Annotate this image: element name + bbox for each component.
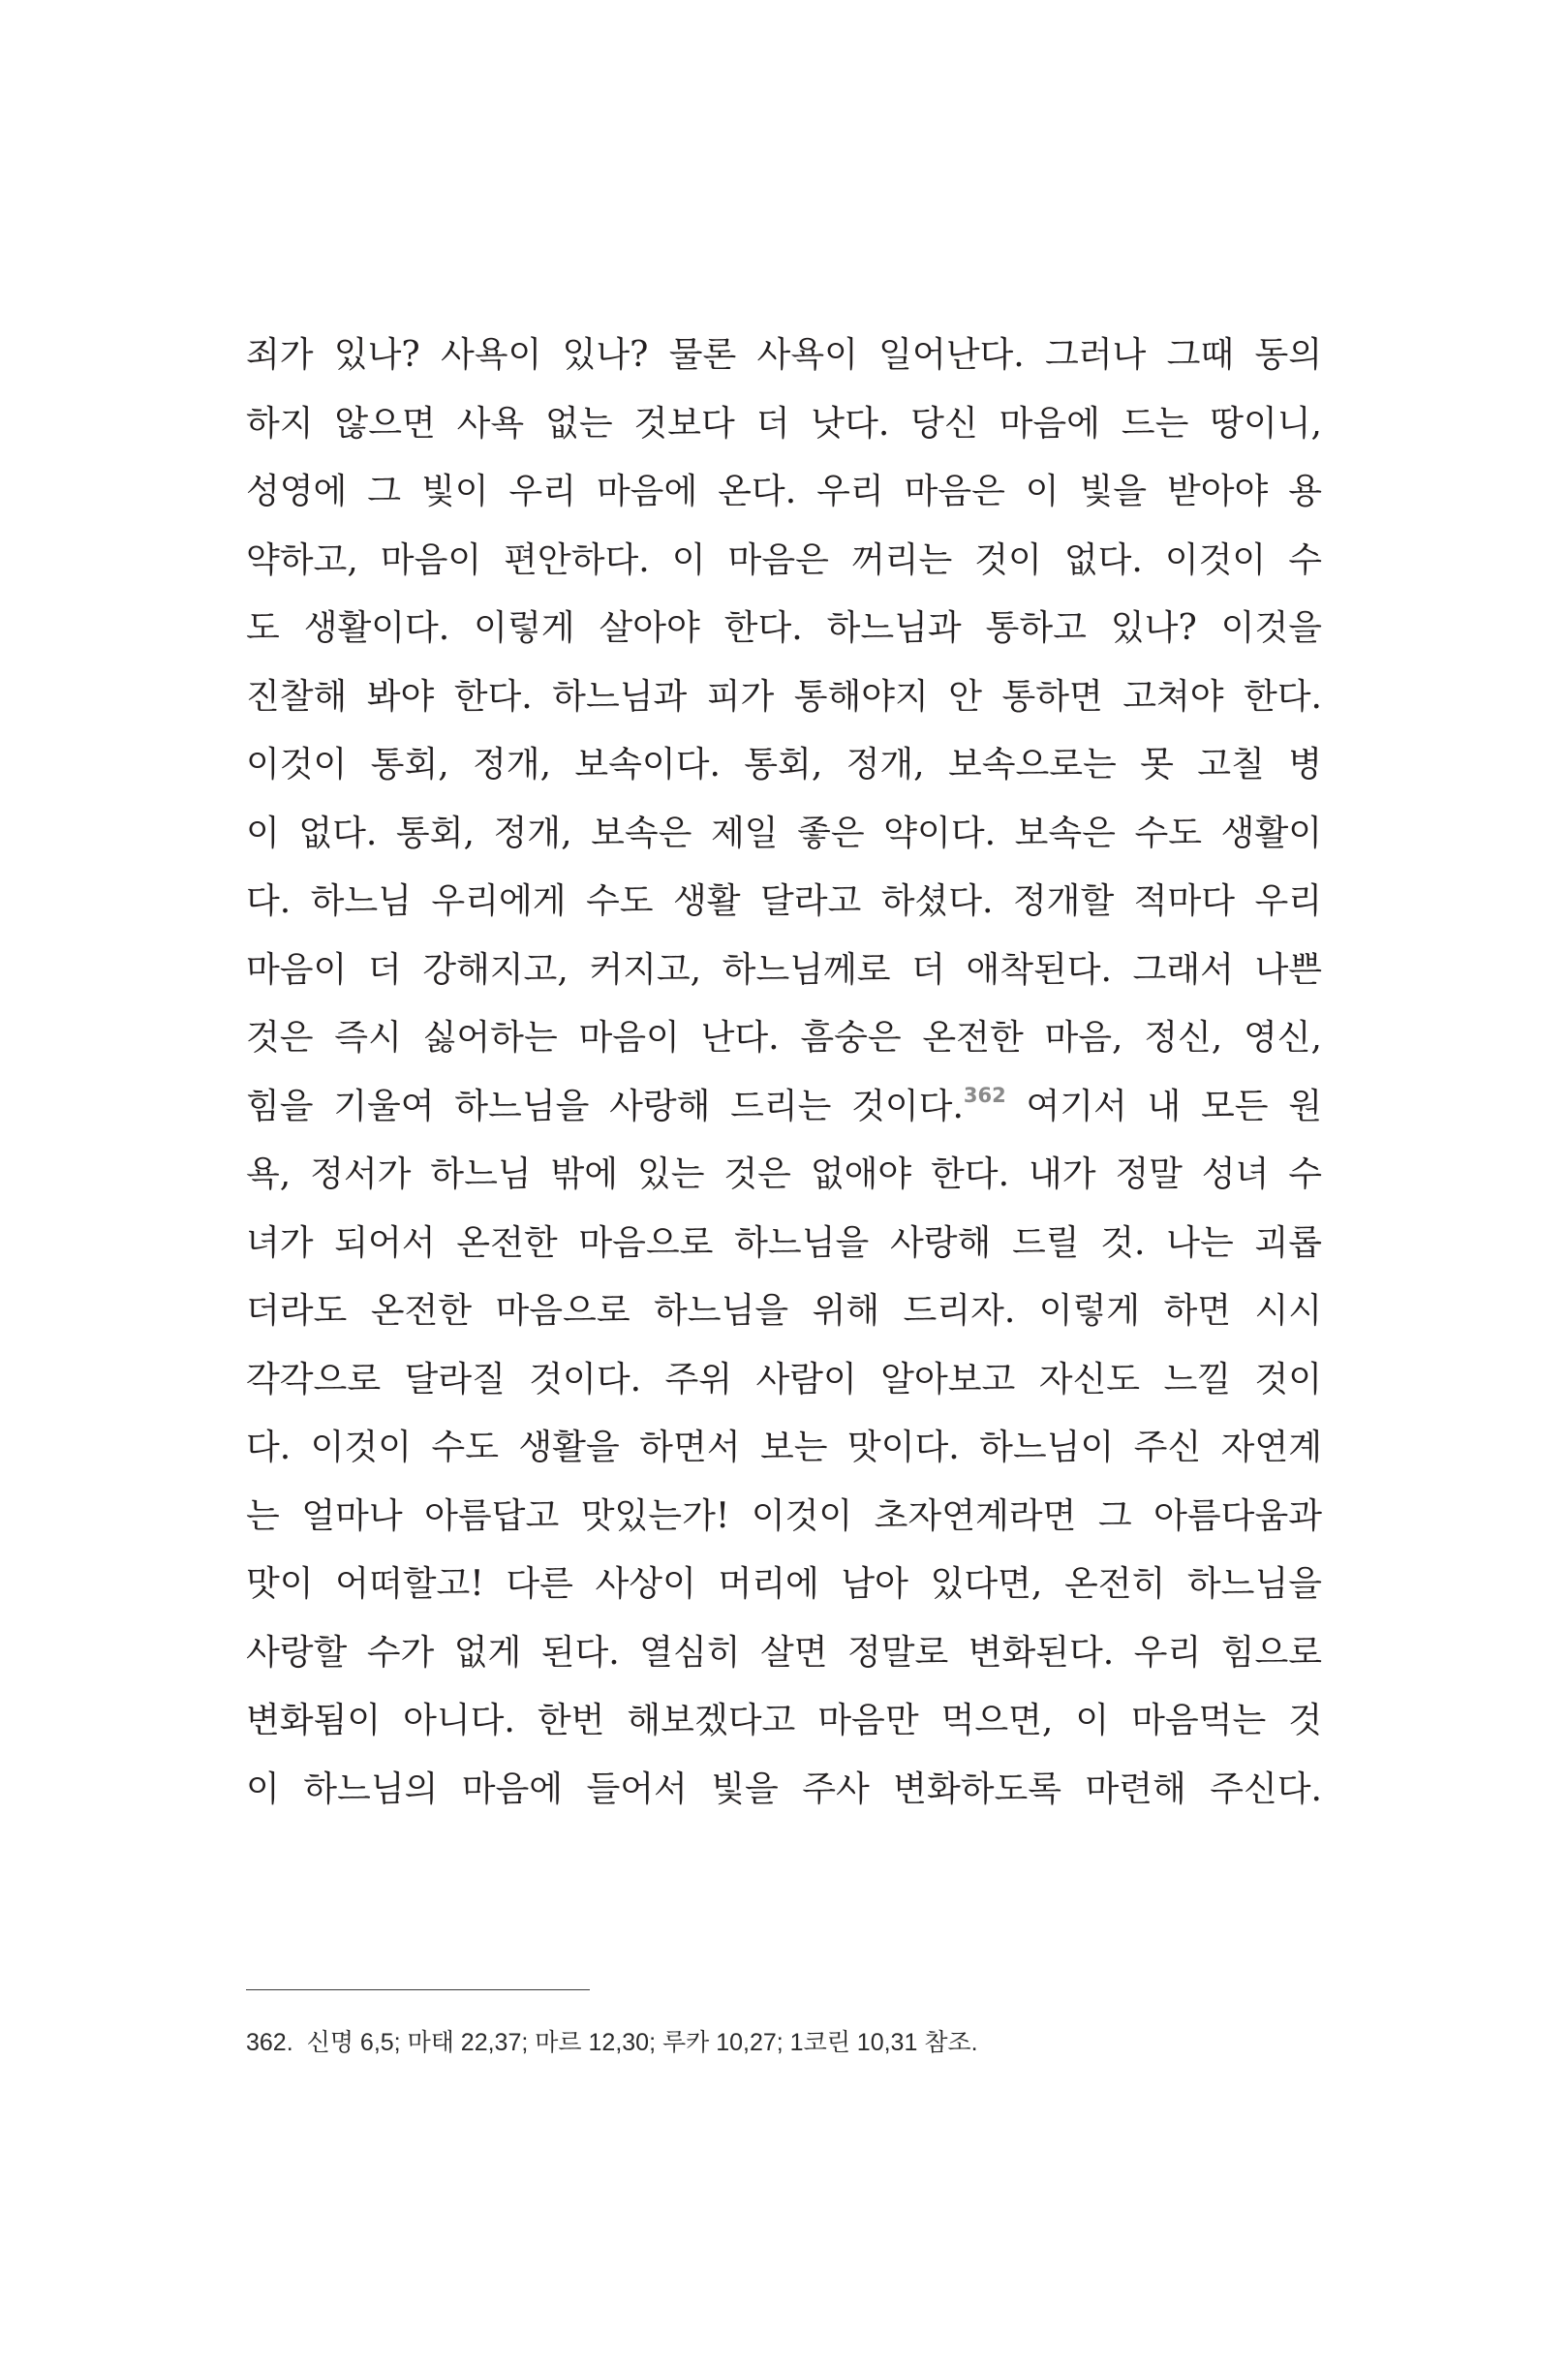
body-text — [246, 322, 1322, 1824]
text-line: 이 없다. 통회, 정개, 보속은 제일 좋은 약이다. 보속은 수도 생활이 — [246, 813, 1322, 853]
text-line: 는 얼마나 아름답고 맛있는가! 이것이 초자연계라면 그 아름다움과 — [246, 1495, 1322, 1536]
text-line-with-footnote-ref — [246, 1073, 1322, 1142]
text-line: 다. 하느님 우리에게 수도 생활 달라고 하셨다. 정개할 적마다 우리 — [246, 881, 1322, 921]
footnote-text: 신명 6,5; 마태 22,37; 마르 12,30; 루카 10,27; 1코린 10,31 참조. — [306, 2029, 978, 2056]
text-line: 성영에 그 빛이 우리 마음에 온다. 우리 마음은 이 빛을 받아야 용 — [246, 472, 1322, 511]
text-line: 이 하느님의 마음에 들어서 빛을 주사 변화하도록 마련해 주신다. — [246, 1768, 1322, 1809]
text-line: 각각으로 달라질 것이다. 주위 사람이 알아보고 자신도 느낄 것이 — [246, 1359, 1322, 1399]
text-line: 것은 즉시 싫어하는 마음이 난다. 흠숭은 온전한 마음, 정신, 영신, — [246, 1018, 1322, 1058]
text-line: 진찰해 봐야 한다. 하느님과 피가 통해야지 안 통하면 고쳐야 한다. — [246, 676, 1322, 717]
text-line: 욕, 정서가 하느님 밖에 있는 것은 없애야 한다. 내가 정말 성녀 수 — [246, 1154, 1322, 1194]
text-segment: 여기서 내 모든 원 — [1005, 1086, 1322, 1126]
text-segment: 힘을 기울여 하느님을 사랑해 드리는 것이다. — [246, 1086, 964, 1126]
text-line: 녀가 되어서 온전한 마음으로 하느님을 사랑해 드릴 것. 나는 괴롭 — [246, 1222, 1322, 1263]
text-line: 다. 이것이 수도 생활을 하면서 보는 맛이다. 하느님이 주신 자연계 — [246, 1428, 1322, 1467]
footnote-number: 362. — [246, 2029, 293, 2056]
text-line: 마음이 더 강해지고, 커지고, 하느님께로 더 애착된다. 그래서 나쁜 — [246, 949, 1322, 990]
text-line: 약하고, 마음이 편안하다. 이 마음은 꺼리는 것이 없다. 이것이 수 — [246, 539, 1322, 580]
footnote-divider — [246, 1989, 590, 1990]
footnote — [246, 2025, 978, 2060]
text-line: 이것이 통회, 정개, 보속이다. 통회, 정개, 보속으로는 못 고칠 병 — [246, 745, 1322, 784]
text-line: 맛이 어떠할고! 다른 사상이 머리에 남아 있다면, 온전히 하느님을 — [246, 1564, 1322, 1604]
text-line: 변화됨이 아니다. 한번 해보겠다고 마음만 먹으면, 이 마음먹는 것 — [246, 1701, 1322, 1740]
text-line: 더라도 온전한 마음으로 하느님을 위해 드리자. 이렇게 하면 시시 — [246, 1291, 1322, 1331]
text-line: 도 생활이다. 이렇게 살아야 한다. 하느님과 통하고 있나? 이것을 — [246, 608, 1322, 648]
text-line: 하지 않으면 사욕 없는 것보다 더 낫다. 당신 마음에 드는 땅이니, — [246, 403, 1322, 444]
footnote-reference: 362 — [963, 1083, 1006, 1107]
text-line: 죄가 있나? 사욕이 있나? 물론 사욕이 일어난다. 그러나 그때 동의 — [246, 335, 1322, 375]
text-line: 사랑할 수가 없게 된다. 열심히 살면 정말로 변화된다. 우리 힘으로 — [246, 1632, 1322, 1673]
